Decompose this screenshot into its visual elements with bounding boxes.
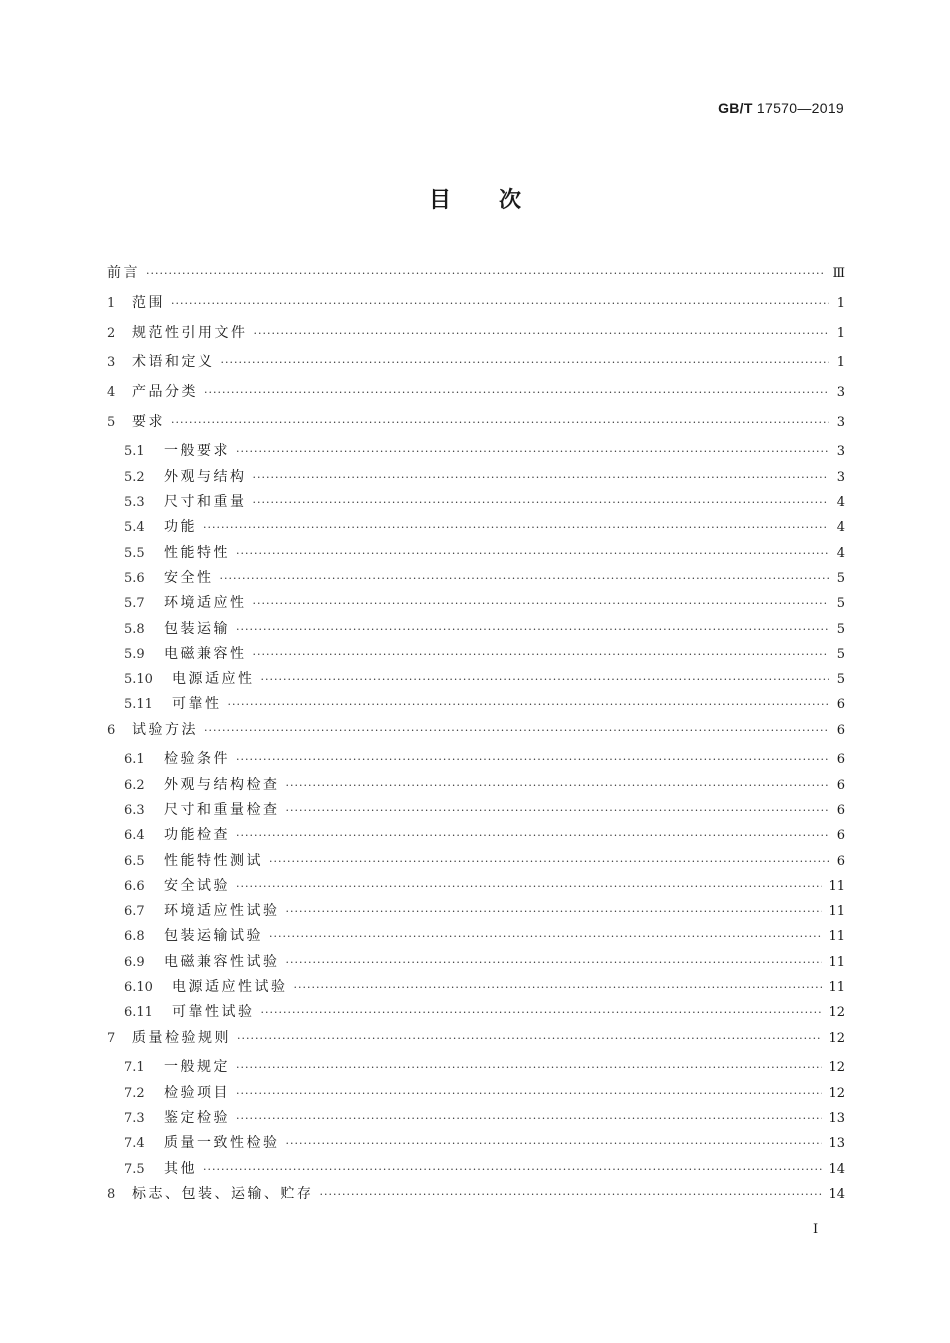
toc-entry[interactable] [107, 951, 845, 976]
toc-entry-number: 5.5 [124, 545, 145, 561]
toc-entry-number: 5 [107, 414, 116, 430]
toc-entry-number: 2 [107, 325, 116, 341]
toc-entry[interactable] [107, 875, 845, 900]
toc-entry[interactable] [107, 381, 845, 411]
toc-entry-number: 5.2 [124, 469, 145, 485]
toc-entry-page: 3 [836, 469, 845, 485]
toc-entry[interactable] [107, 542, 845, 567]
toc-entry-page: 14 [828, 1161, 845, 1177]
toc-entry[interactable] [107, 643, 845, 668]
toc-entry-title: 范围 [132, 295, 165, 311]
toc-entry-number: 5.7 [124, 596, 145, 612]
toc-entry-number: 1 [107, 296, 116, 311]
toc-entry-number: 5.1 [124, 444, 145, 460]
toc-entry-title: 性能特性 [164, 544, 230, 561]
toc-entry-page: 5 [836, 570, 845, 586]
toc-leader-dots [171, 297, 829, 310]
toc-entry-title: 电磁兼容性试验 [164, 953, 280, 970]
toc-entry-number: 5.6 [124, 570, 145, 586]
toc-entry[interactable] [107, 976, 845, 1001]
toc-entry-page: 6 [836, 828, 845, 844]
toc-leader-dots [269, 930, 822, 943]
toc-entry[interactable] [107, 1056, 845, 1081]
standard-number: 17570—2019 [756, 100, 844, 116]
toc-entry-number: 6.4 [124, 828, 145, 844]
toc-entry-title: 环境适应性 [164, 595, 247, 612]
toc-entry-page: 11 [828, 904, 845, 920]
toc-entry-title: 外观与结构 [164, 468, 247, 485]
toc-entry-number: 6.6 [124, 878, 145, 894]
toc-entry-page: Ⅲ [832, 266, 845, 281]
toc-entry-number: 8 [107, 1186, 116, 1202]
toc-leader-dots [253, 648, 830, 661]
toc-entry-page: 6 [836, 752, 845, 768]
toc-entry-number: 6.5 [124, 853, 145, 869]
toc-entry-page: 5 [836, 621, 845, 637]
toc-entry-number: 6.9 [124, 954, 145, 970]
toc-entry[interactable] [107, 351, 845, 381]
toc-entry-number: 6.11 [124, 1005, 153, 1021]
toc-entry-page: 11 [828, 878, 845, 894]
toc-entry-title: 检验条件 [164, 751, 230, 768]
toc-entry-title: 标志、包装、运输、贮存 [132, 1185, 314, 1202]
toc-leader-dots [286, 905, 823, 918]
toc-leader-dots [253, 471, 830, 484]
toc-entry[interactable] [107, 491, 845, 516]
toc-entry[interactable] [107, 567, 845, 592]
toc-entry[interactable] [107, 440, 845, 465]
toc-entry-number: 6.1 [124, 752, 145, 768]
toc-entry-title: 规范性引用文件 [132, 324, 248, 341]
toc-entry-title: 安全性 [164, 569, 214, 586]
toc-entry-number: 7.3 [124, 1110, 145, 1126]
toc-leader-dots [269, 855, 829, 868]
toc-entry-title: 电磁兼容性 [164, 645, 247, 662]
toc-leader-dots [220, 572, 830, 585]
toc-leader-dots [203, 521, 829, 534]
toc-entry-number: 5.4 [124, 520, 145, 536]
toc-entry-page: 14 [828, 1186, 845, 1202]
toc-entry-title: 要求 [132, 413, 165, 430]
toc-leader-dots [253, 496, 830, 509]
toc-entry-title: 可靠性 [172, 696, 222, 713]
toc-entry-page: 6 [836, 722, 845, 738]
toc-entry-title: 检验项目 [164, 1084, 230, 1101]
toc-entry[interactable] [107, 592, 845, 617]
toc-entry-page: 12 [828, 1030, 845, 1046]
toc-leader-dots [236, 1112, 822, 1125]
table-of-contents [107, 262, 845, 1213]
toc-entry-number: 5.9 [124, 646, 145, 662]
toc-entry[interactable] [107, 411, 845, 441]
toc-entry-page: 3 [836, 385, 845, 401]
toc-leader-dots [221, 356, 830, 369]
toc-leader-dots [236, 753, 829, 766]
toc-entry-title: 包装运输试验 [164, 928, 263, 945]
toc-entry-page: 1 [836, 325, 845, 341]
toc-entry-number: 7.2 [124, 1085, 145, 1101]
toc-entry-title: 鉴定检验 [164, 1109, 230, 1126]
toc-leader-dots [236, 445, 829, 458]
toc-entry-title: 性能特性测试 [164, 852, 263, 869]
toc-entry-page: 11 [828, 954, 845, 970]
toc-entry[interactable] [107, 719, 845, 749]
toc-entry-title: 试验方法 [132, 721, 198, 738]
toc-leader-dots [261, 673, 830, 686]
toc-entry-page: 13 [828, 1110, 845, 1126]
toc-entry-page: 11 [828, 980, 845, 996]
toc-leader-dots [286, 804, 830, 817]
page-title: 目次 [428, 188, 569, 213]
toc-leader-dots [286, 779, 830, 792]
toc-entry-title: 一般要求 [164, 443, 230, 460]
toc-entry[interactable] [107, 292, 845, 322]
toc-entry-number: 6.3 [124, 802, 145, 818]
toc-entry-number: 7.1 [124, 1060, 145, 1076]
toc-entry-page: 12 [828, 1005, 845, 1021]
toc-entry-title: 质量检验规则 [132, 1029, 231, 1046]
toc-entry-title: 电源适应性试验 [172, 979, 288, 996]
toc-leader-dots [286, 956, 823, 969]
toc-entry-title: 外观与结构检查 [164, 776, 280, 793]
toc-entry[interactable] [107, 748, 845, 773]
toc-entry-page: 6 [836, 802, 845, 818]
toc-entry-page: 13 [828, 1136, 845, 1152]
toc-entry-title: 功能检查 [164, 827, 230, 844]
toc-leader-dots [253, 597, 830, 610]
toc-entry[interactable] [107, 1132, 845, 1157]
toc-entry-number: 7.5 [124, 1161, 145, 1177]
toc-entry-number: 4 [107, 385, 116, 401]
toc-entry[interactable] [107, 322, 845, 352]
toc-entry-number: 5.3 [124, 495, 145, 511]
toc-entry[interactable] [107, 466, 845, 491]
toc-entry[interactable] [107, 668, 845, 693]
toc-entry[interactable] [107, 774, 845, 799]
toc-leader-dots [203, 1163, 822, 1176]
toc-entry-title: 质量一致性检验 [164, 1135, 280, 1152]
toc-entry-title: 产品分类 [132, 384, 198, 401]
standard-prefix: GB/T [718, 100, 753, 116]
toc-entry-page: 11 [828, 929, 845, 945]
toc-entry-page: 1 [836, 296, 845, 311]
toc-entry-title: 电源适应性 [172, 671, 255, 688]
toc-leader-dots [254, 327, 830, 340]
toc-entry-title: 其他 [164, 1160, 197, 1177]
toc-entry[interactable] [107, 799, 845, 824]
standard-code [718, 100, 844, 116]
toc-entry[interactable] [107, 900, 845, 925]
toc-entry[interactable] [107, 1158, 845, 1183]
toc-leader-dots [294, 981, 823, 994]
toc-entry-title: 环境适应性试验 [164, 903, 280, 920]
toc-entry-title: 可靠性试验 [172, 1004, 255, 1021]
toc-entry-page: 12 [828, 1085, 845, 1101]
toc-leader-dots [171, 416, 829, 429]
toc-entry[interactable] [107, 516, 845, 541]
toc-entry-number: 6 [107, 722, 116, 738]
toc-entry-page: 3 [836, 414, 845, 430]
toc-leader-dots [146, 267, 826, 280]
toc-leader-dots [228, 698, 830, 711]
toc-entry[interactable] [107, 1082, 845, 1107]
toc-entry-number: 6.7 [124, 904, 145, 920]
toc-entry-number: 7 [107, 1030, 116, 1046]
toc-leader-dots [236, 1061, 822, 1074]
toc-entry-title: 安全试验 [164, 877, 230, 894]
toc-entry-title: 功能 [164, 519, 197, 536]
toc-entry[interactable] [107, 1107, 845, 1132]
toc-leader-dots [286, 1137, 823, 1150]
toc-leader-dots [261, 1006, 823, 1019]
toc-leader-dots [236, 880, 822, 893]
toc-entry-page: 5 [836, 596, 845, 612]
toc-entry-page: 6 [836, 777, 845, 793]
toc-entry-title: 一般规定 [164, 1059, 230, 1076]
toc-entry-page: 12 [828, 1060, 845, 1076]
toc-entry[interactable] [107, 850, 845, 875]
toc-entry-page: 4 [836, 520, 845, 536]
toc-leader-dots [236, 1087, 822, 1100]
toc-leader-dots [320, 1188, 823, 1201]
toc-entry-page: 6 [836, 853, 845, 869]
toc-entry-title: 术语和定义 [132, 354, 215, 371]
toc-entry-number: 5.11 [124, 697, 153, 713]
toc-entry-number: 3 [107, 355, 116, 371]
toc-entry[interactable] [107, 262, 845, 292]
toc-entry[interactable] [107, 824, 845, 849]
toc-leader-dots [236, 623, 829, 636]
toc-entry[interactable] [107, 925, 845, 950]
toc-entry-title: 前言 [107, 265, 140, 281]
toc-entry[interactable] [107, 1183, 845, 1213]
toc-entry-page: 4 [836, 545, 845, 561]
toc-entry-page: 4 [836, 495, 845, 511]
toc-entry-number: 5.10 [124, 672, 153, 688]
toc-entry-page: 5 [836, 672, 845, 688]
toc-leader-dots [204, 386, 829, 399]
toc-leader-dots [236, 547, 829, 560]
toc-entry-number: 5.8 [124, 621, 145, 637]
toc-entry[interactable] [107, 618, 845, 643]
toc-entry-page: 6 [836, 697, 845, 713]
toc-entry-title: 尺寸和重量检查 [164, 801, 280, 818]
toc-entry-page: 3 [836, 444, 845, 460]
toc-entry-number: 6.10 [124, 980, 153, 996]
toc-entry[interactable] [107, 693, 845, 718]
toc-entry-title: 包装运输 [164, 620, 230, 637]
toc-entry-number: 6.2 [124, 777, 145, 793]
toc-entry-page: 5 [836, 646, 845, 662]
toc-leader-dots [236, 829, 829, 842]
toc-leader-dots [204, 724, 829, 737]
toc-entry-number: 6.8 [124, 929, 145, 945]
toc-entry[interactable] [107, 1001, 845, 1026]
toc-entry-page: 1 [836, 355, 845, 371]
toc-entry-title: 尺寸和重量 [164, 494, 247, 511]
toc-entry[interactable] [107, 1027, 845, 1057]
toc-entry-number: 7.4 [124, 1136, 145, 1152]
toc-leader-dots [237, 1032, 822, 1045]
footer-page-number: I [813, 1222, 819, 1237]
